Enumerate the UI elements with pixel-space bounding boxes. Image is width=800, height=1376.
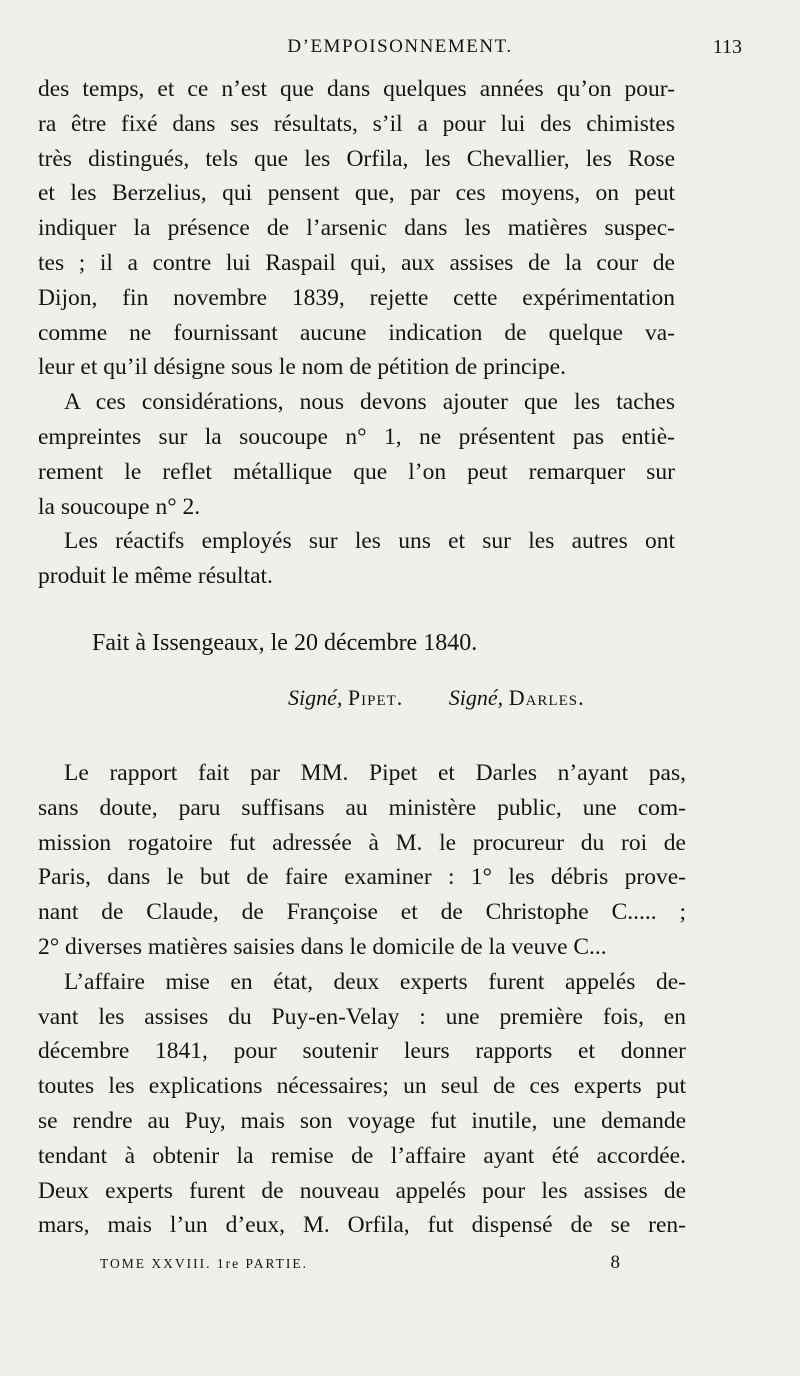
text-line: sans doute, paru suffisans au ministère public, une com- xyxy=(38,794,686,821)
page-header xyxy=(38,34,762,66)
signature-name: Pipet. xyxy=(347,685,404,710)
text-line: rement le reflet métallique que l’on peut remarquer sur xyxy=(38,458,675,485)
text-line: vant les assises du Puy-en-Velay : une première fois, en xyxy=(38,1003,686,1030)
text-line: mars, mais l’un d’eux, M. Orfila, fut dispensé de se ren- xyxy=(38,1212,686,1239)
paragraph-5 xyxy=(38,965,686,1243)
text-line: Deux experts furent de nouveau appelés pour les assises de xyxy=(38,1177,686,1204)
text-line: comme ne fournissant aucune indication de quelque va- xyxy=(38,319,675,346)
text-line: Dijon, fin novembre 1839, rejette cette expérimentation xyxy=(38,284,675,311)
body-text-lower xyxy=(38,756,686,1243)
text-line: décembre 1841, pour soutenir leurs rapports et donner xyxy=(38,1038,686,1065)
signature-word: Signé, xyxy=(448,685,504,710)
text-line: indiquer la présence de l’arsenic dans les matières suspec- xyxy=(38,215,675,242)
signature-darles xyxy=(449,685,585,711)
text-line: L’affaire mise en état, deux experts furent appelés de- xyxy=(64,968,686,995)
page-footer xyxy=(100,1252,620,1282)
signatures xyxy=(288,685,648,711)
body-text-upper xyxy=(38,72,675,594)
text-line: Le rapport fait par MM. Pipet et Darles n’ayant pas, xyxy=(64,760,686,786)
text-line: leur et qu’il désigne sous le nom de pétition de principe. xyxy=(38,354,566,381)
text-line: Paris, dans le but de faire examiner : 1° les débris prove- xyxy=(38,864,686,891)
text-line: A ces considérations, nous devons ajouter que les taches xyxy=(64,389,675,416)
text-line: très distingués, tels que les Orfila, les Chevallier, les Rose xyxy=(38,145,675,172)
paragraph-2 xyxy=(38,385,675,524)
text-line: la soucoupe n° 2. xyxy=(38,493,201,520)
text-line: se rendre au Puy, mais son voyage fut inutile, une demande xyxy=(38,1107,686,1134)
text-line: tes ; il a contre lui Raspail qui, aux assises de la cour de xyxy=(38,249,675,276)
text-line: produit le même résultat. xyxy=(38,563,273,590)
text-line: nant de Claude, de Françoise et de Christophe C..... ; xyxy=(38,899,686,926)
text-line: 2° diverses matières saisies dans le domicile de la veuve C... xyxy=(38,933,607,960)
running-title: D’EMPOISONNEMENT. xyxy=(287,36,513,57)
text-line: tendant à obtenir la remise de l’affaire ayant été accordée. xyxy=(38,1142,686,1169)
text-line: toutes les explications nécessaires; un seul de ces experts put xyxy=(38,1073,686,1100)
text-line: et les Berzelius, qui pensent que, par ces moyens, on peut xyxy=(38,180,675,207)
signature-name: Darles. xyxy=(508,685,585,710)
signature-word: Signé, xyxy=(288,685,343,710)
text-line: des temps, et ce n’est que dans quelques années qu’on pour- xyxy=(38,76,675,102)
paragraph-3 xyxy=(38,524,675,594)
dateline: Fait à Issengeaux, le 20 décembre 1840. xyxy=(92,630,478,656)
text-line: empreintes sur la soucoupe n° 1, ne présentent pas entiè- xyxy=(38,423,675,450)
paragraph-1 xyxy=(38,72,675,385)
paragraph-4 xyxy=(38,756,686,965)
volume-label: TOME XXVIII. 1re PARTIE. xyxy=(100,1256,309,1271)
text-line: mission rogatoire fut adressée à M. le procureur du roi de xyxy=(38,829,686,856)
signature-mark: 8 xyxy=(610,1252,620,1273)
text-line: Les réactifs employés sur les uns et sur les autres ont xyxy=(64,528,675,555)
page-number: 113 xyxy=(712,36,742,58)
text-line: ra être fixé dans ses résultats, s’il a pour lui des chimistes xyxy=(38,110,675,137)
signature-pipet xyxy=(288,685,403,711)
